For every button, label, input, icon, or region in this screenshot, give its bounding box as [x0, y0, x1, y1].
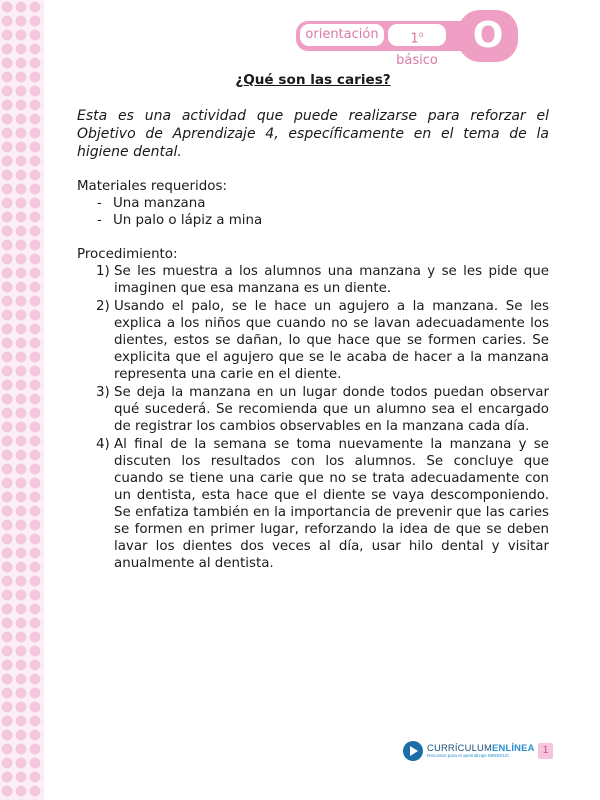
procedure-step [77, 298, 549, 383]
document-body [77, 72, 549, 573]
decorative-side-strip [0, 0, 44, 800]
page-number: 1 [538, 743, 553, 759]
materials-list [77, 195, 549, 229]
list-item: - Un palo o lápiz a mina [77, 212, 549, 229]
curriculum-en-linea-logo [403, 741, 533, 761]
logo-part-2: ENLÍNEA [492, 742, 535, 753]
level-letter: O [472, 15, 504, 56]
procedure-step [77, 436, 549, 572]
logo-part-1: CURRÍCULUM [427, 742, 493, 753]
materials-heading: Materiales requeridos: [77, 179, 227, 194]
step-text: Usando el palo, se le hace un agujero a la manzana. Se les explica a los niños que cuando no se lavan adecuadamente los dientes, estos se dañan, lo que hace que se formen caries. Se explicita que el agujero que se le acaba de hacer a la manzana representa una carie en el diente. [114, 299, 549, 382]
list-item: - Una manzana [77, 195, 549, 212]
procedure-list [77, 263, 549, 572]
intro-paragraph: Esta es una actividad que puede realizarse para reforzar el Objetivo de Aprendizaje 4, específicamente en el tema de la higiene dental. [77, 108, 549, 160]
subject-header [296, 10, 522, 69]
play-circle-icon [403, 741, 423, 761]
step-text: Se les muestra a los alumnos una manzana y se les pide que imaginen que esa manzana es un diente. [114, 264, 549, 296]
step-number: 3) [96, 385, 110, 400]
grade-tab [388, 24, 446, 69]
document-title: ¿Qué son las caries? [235, 72, 391, 88]
grade-ordinal: o [418, 30, 424, 39]
subject-tab [300, 24, 384, 46]
procedure-step [77, 384, 549, 435]
step-number: 2) [96, 299, 110, 314]
grade-level-label: básico [396, 53, 438, 69]
procedure-step [77, 263, 549, 297]
step-text: Se deja la manzana en un lugar donde todos puedan observar qué sucederá. Se recomienda que un alumno sea el encargado de registrar los cambios observables en la manzana cada día. [114, 385, 549, 434]
subject-label: orientación [305, 27, 379, 42]
grade-number: 1 [410, 31, 419, 47]
step-text: Al final de la semana se toma nuevamente la manzana y se discuten los resultados con los alumnos. Se concluye que cuando se tiene una carie que no se trata adecuadamente con un dentista, esta hace que el diente se vaya descomponiendo. Se enfatiza también en la importancia de prevenir que las caries se formen en primer lugar, reforzando la idea de que se deben lavar los dientes dos veces al día, usar hilo dental y visitar anualmente al dentista. [114, 437, 549, 571]
logo-wordmark [427, 742, 535, 753]
step-number: 1) [96, 264, 110, 279]
logo-tagline: Recursos para el aprendizaje MINEDUC [427, 753, 510, 758]
procedure-heading: Procedimiento: [77, 247, 178, 262]
step-number: 4) [96, 437, 110, 452]
